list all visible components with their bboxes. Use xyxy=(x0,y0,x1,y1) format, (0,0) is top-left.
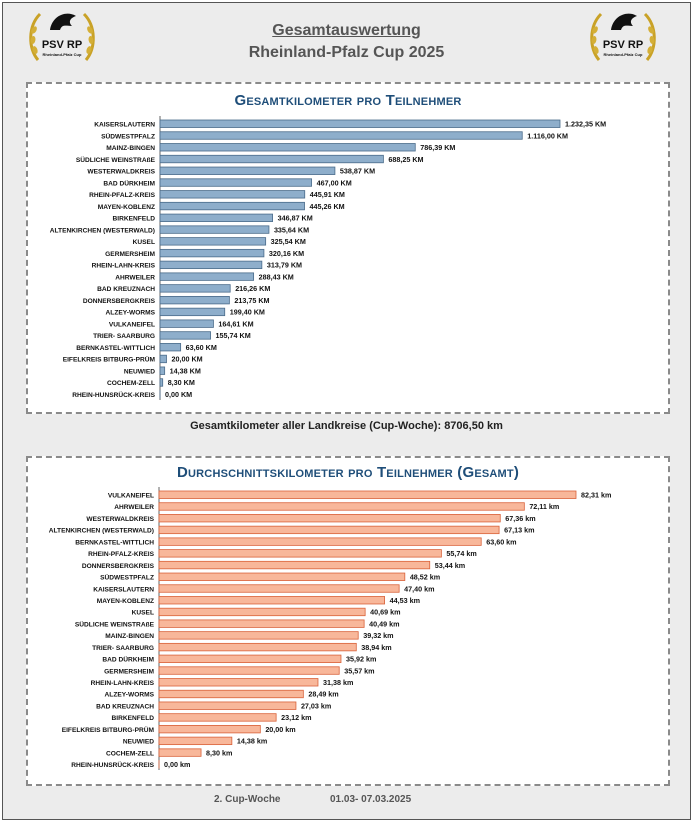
bar xyxy=(159,679,318,687)
data-label: 20,00 km xyxy=(265,724,296,734)
bar xyxy=(159,620,364,628)
category-label: SÜDLICHE WEINSTRAßE xyxy=(75,156,155,164)
avg-km-panel xyxy=(26,456,670,786)
avg-km-chart xyxy=(28,458,668,784)
data-label: 48,52 km xyxy=(409,572,441,582)
category-label: RHEIN-HUNSRÜCK-KREIS xyxy=(71,762,154,770)
bar xyxy=(159,667,339,675)
data-label: 14,38 km xyxy=(236,736,268,746)
summary-value: 8706,50 km xyxy=(444,420,503,432)
bar xyxy=(160,249,264,256)
category-label: VULKANEIFEL xyxy=(108,321,155,329)
data-label: 155,74 KM xyxy=(215,331,251,341)
data-label: 31,38 km xyxy=(322,678,354,688)
footer-dates: 01.03- 07.03.2025 xyxy=(330,794,412,805)
data-label: 23,12 km xyxy=(281,713,312,723)
data-label: 47,40 km xyxy=(404,584,435,594)
category-label: COCHEM-ZELL xyxy=(106,750,154,758)
category-label: BIRKENFELD xyxy=(112,215,155,223)
category-label: SÜDLICHE WEINSTRAßE xyxy=(74,621,154,629)
category-label: DONNERSBERGKREIS xyxy=(82,297,155,305)
data-label: 288,43 KM xyxy=(258,272,294,282)
summary-line xyxy=(0,420,693,432)
bar xyxy=(160,226,269,234)
category-label: MAINZ-BINGEN xyxy=(105,633,154,641)
bar xyxy=(160,308,225,316)
data-label: 8,30 km xyxy=(206,748,233,758)
bar xyxy=(159,526,499,534)
data-label: 40,49 km xyxy=(369,619,400,629)
bar xyxy=(159,585,399,593)
category-label: RHEIN-HUNSRÜCK-KREIS xyxy=(72,391,155,399)
data-label: 164,61 KM xyxy=(218,319,254,329)
category-label: EIFELKREIS BITBURG-PRÜM xyxy=(62,356,155,364)
bar xyxy=(159,550,441,558)
bar xyxy=(159,725,260,733)
category-label: KUSEL xyxy=(131,609,154,617)
category-label: MAYEN-KOBLENZ xyxy=(96,597,154,605)
category-label: BAD KREUZNACH xyxy=(96,703,154,711)
footer-week: 2. Cup-Woche xyxy=(214,794,281,805)
bar xyxy=(159,737,232,745)
chart-title-total: Gesamtkilometer pro Teilnehmer xyxy=(234,92,462,109)
category-label: ALTENKIRCHEN (WESTERWALD) xyxy=(48,527,154,535)
data-label: 40,69 km xyxy=(370,607,401,617)
category-label: COCHEM-ZELL xyxy=(107,380,155,388)
data-label: 538,87 KM xyxy=(339,166,376,176)
data-label: 0,00 km xyxy=(164,760,191,770)
data-label: 325,54 KM xyxy=(270,237,306,247)
bar xyxy=(160,144,415,152)
psv-logo-right xyxy=(585,4,661,70)
category-label: VULKANEIFEL xyxy=(107,492,154,500)
data-label: 786,39 KM xyxy=(420,143,456,153)
bar xyxy=(160,367,165,375)
category-label: DONNERSBERGKREIS xyxy=(81,562,154,570)
data-label: 44,53 km xyxy=(389,595,420,605)
category-label: RHEIN-LAHN-KREIS xyxy=(91,262,155,270)
data-label: 445,91 KM xyxy=(309,190,345,200)
category-label: GERMERSHEIM xyxy=(105,250,155,258)
bar xyxy=(159,538,481,546)
data-label: 67,36 km xyxy=(505,513,536,523)
category-label: BAD KREUZNACH xyxy=(97,286,155,294)
bar xyxy=(160,355,166,363)
horse-head-icon xyxy=(611,14,637,30)
data-label: 688,25 KM xyxy=(388,154,424,164)
page-subtitle: Rheinland-Pfalz Cup 2025 xyxy=(248,44,445,61)
category-label: AHRWEILER xyxy=(114,504,154,512)
data-label: 39,32 km xyxy=(363,631,394,641)
data-label: 1.116,00 KM xyxy=(527,131,569,141)
data-label: 35,92 km xyxy=(345,654,377,664)
category-label: SÜDWESTPFALZ xyxy=(101,133,155,141)
bar xyxy=(159,749,201,757)
category-label: GERMERSHEIM xyxy=(104,668,154,676)
bar xyxy=(160,155,383,163)
data-label: 35,57 km xyxy=(344,666,375,676)
bar xyxy=(160,332,211,340)
bar xyxy=(160,320,213,328)
bar xyxy=(160,273,254,281)
category-label: ALZEY-WORMS xyxy=(104,691,154,699)
category-label: KAISERSLAUTERN xyxy=(93,586,154,594)
data-label: 216,26 KM xyxy=(235,284,271,294)
category-label: TRIER- SAARBURG xyxy=(93,333,155,341)
data-label: 53,44 km xyxy=(434,560,466,570)
category-label: KUSEL xyxy=(132,239,155,247)
svg-text:Rheinland-Pfalz Cup: Rheinland-Pfalz Cup xyxy=(603,52,643,57)
data-label: 27,03 km xyxy=(300,701,332,711)
category-label: AHRWEILER xyxy=(115,274,155,282)
page-title: Gesamtauswertung xyxy=(272,22,421,39)
summary-label: Gesamtkilometer aller Landkreise (Cup-Woche): xyxy=(190,420,442,432)
chart-title-average: Durchschnittskilometer pro Teilnehmer (Gesamt) xyxy=(176,464,520,481)
data-label: 335,64 KM xyxy=(273,225,310,235)
bar xyxy=(159,655,341,663)
category-label: WESTERWALDKREIS xyxy=(86,515,154,523)
bar xyxy=(160,120,560,128)
category-label: ALZEY-WORMS xyxy=(105,309,155,317)
category-label: NEUWIED xyxy=(122,738,154,746)
bar xyxy=(159,573,405,581)
bar xyxy=(159,491,576,499)
category-label: NEUWIED xyxy=(123,368,155,376)
data-label: 1.232,35 KM xyxy=(565,119,607,129)
data-label: 67,13 km xyxy=(504,525,535,535)
total-km-panel xyxy=(26,82,670,414)
data-label: 28,49 km xyxy=(308,689,339,699)
bar xyxy=(160,343,181,351)
category-label: WESTERWALDKREIS xyxy=(87,168,155,176)
category-label: BERNKASTEL-WITTLICH xyxy=(75,539,154,547)
bar xyxy=(160,132,522,140)
category-label: SÜDWESTPFALZ xyxy=(100,574,154,582)
category-label: BAD DÜRKHEIM xyxy=(103,180,155,188)
data-label: 467,00 KM xyxy=(316,178,352,188)
data-label: 320,16 KM xyxy=(268,248,305,258)
bar xyxy=(160,238,266,246)
bar xyxy=(160,179,312,187)
bar xyxy=(159,608,365,616)
category-label: BAD DÜRKHEIM xyxy=(102,656,154,664)
svg-text:PSV RP: PSV RP xyxy=(602,39,644,51)
category-label: KAISERSLAUTERN xyxy=(94,121,155,129)
category-label: TRIER- SAARBURG xyxy=(92,644,154,652)
bar xyxy=(159,690,303,698)
bar xyxy=(160,261,262,269)
data-label: 20,00 KM xyxy=(171,354,203,364)
category-label: BIRKENFELD xyxy=(111,715,154,723)
data-label: 346,87 KM xyxy=(277,213,313,223)
bar xyxy=(159,561,430,569)
data-label: 313,79 KM xyxy=(266,260,303,270)
bar xyxy=(159,503,524,511)
svg-text:PSV RP: PSV RP xyxy=(41,39,83,51)
data-label: 0,00 KM xyxy=(165,389,193,399)
bar xyxy=(160,214,273,222)
data-label: 55,74 km xyxy=(446,549,477,559)
bar xyxy=(159,632,358,640)
data-label: 199,40 KM xyxy=(229,307,265,317)
category-label: RHEIN-LAHN-KREIS xyxy=(90,680,154,688)
bar xyxy=(159,714,276,722)
category-label: MAINZ-BINGEN xyxy=(106,145,155,153)
category-label: RHEIN-PFALZ-KREIS xyxy=(89,192,155,200)
category-label: ALTENKIRCHEN (WESTERWALD) xyxy=(49,227,155,235)
bar xyxy=(159,514,500,522)
bar xyxy=(160,202,305,210)
bar xyxy=(159,702,296,710)
bar xyxy=(160,191,305,199)
data-label: 82,31 km xyxy=(581,490,612,500)
category-label: BERNKASTEL-WITTLICH xyxy=(76,344,155,352)
bar xyxy=(159,596,385,604)
data-label: 213,75 KM xyxy=(234,295,270,305)
bar xyxy=(160,285,230,293)
bar xyxy=(160,296,229,304)
data-label: 8,30 KM xyxy=(167,378,195,388)
data-label: 38,94 km xyxy=(361,642,392,652)
category-label: RHEIN-PFALZ-KREIS xyxy=(88,551,154,559)
data-label: 63,60 km xyxy=(486,537,517,547)
data-label: 14,38 KM xyxy=(169,366,201,376)
bar xyxy=(160,379,163,387)
bar xyxy=(160,167,335,175)
data-label: 445,26 KM xyxy=(309,201,345,211)
category-label: EIFELKREIS BITBURG-PRÜM xyxy=(61,726,154,734)
category-label: MAYEN-KOBLENZ xyxy=(97,203,155,211)
data-label: 63,60 KM xyxy=(185,342,217,352)
total-km-chart xyxy=(28,84,668,412)
page-header xyxy=(0,0,693,78)
svg-text:Rheinland-Pfalz Cup: Rheinland-Pfalz Cup xyxy=(42,52,82,57)
data-label: 72,11 km xyxy=(529,502,560,512)
bar xyxy=(159,643,356,651)
